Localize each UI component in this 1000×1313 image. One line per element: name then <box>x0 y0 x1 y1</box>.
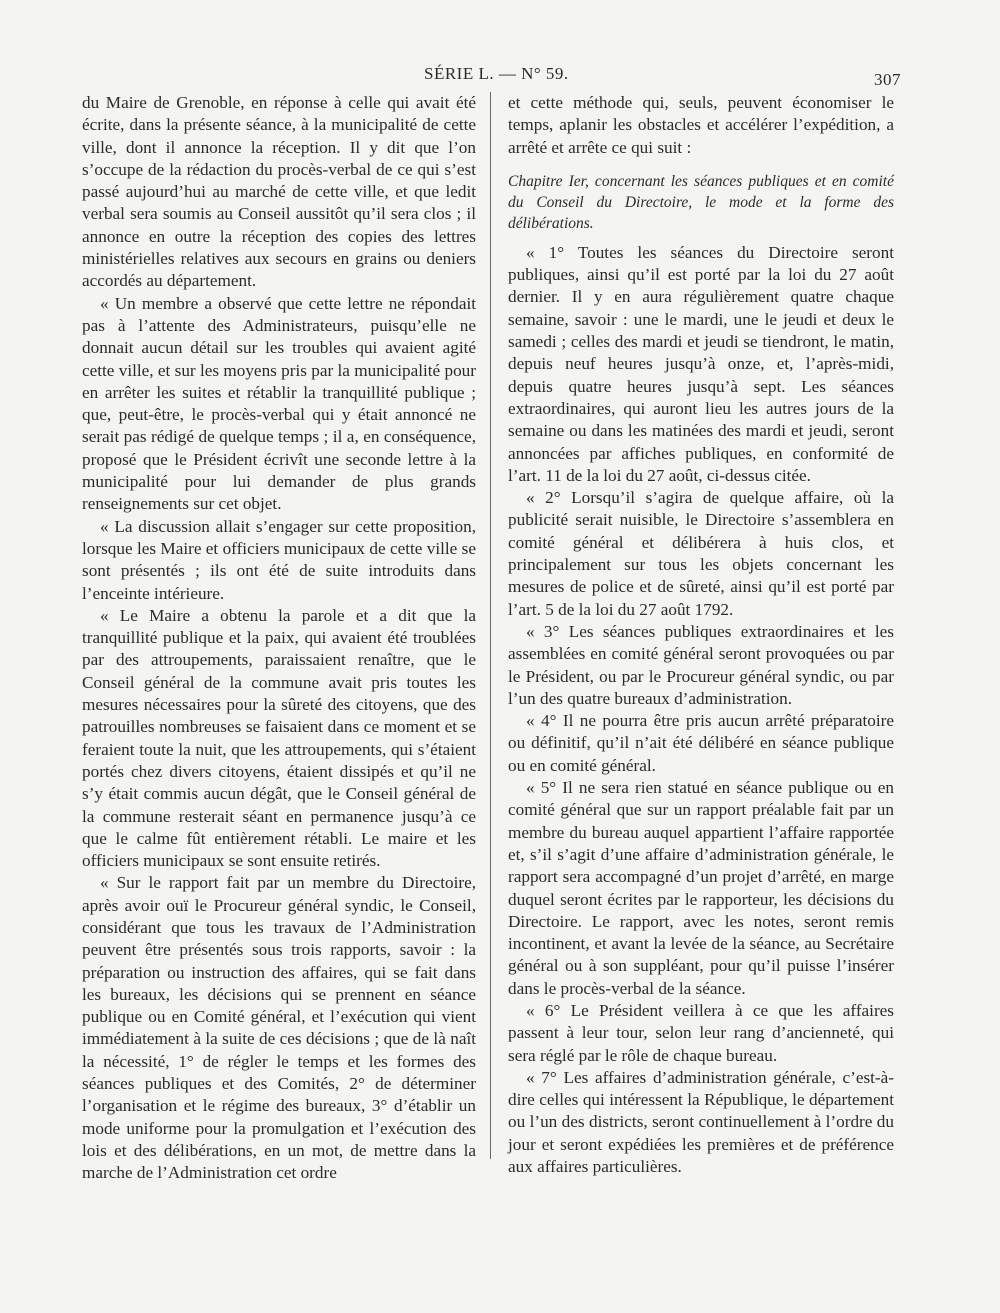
paragraph: « La discussion allait s’engager sur cette proposition, lorsque les Maire et officiers municipaux de cette ville se sont présentés ; ils ont été de suite introduits dans l’enceinte intérieure. <box>82 516 476 603</box>
paragraph: « Le Maire a obtenu la parole et a dit que la tranquillité publique et la paix, qui avaient été troublées par des attroupements, paraissaient renaître, que le Conseil général de la commune avait pris toutes les mesures nécessaires pour la sûreté des citoyens, que des patrouilles nombreuses se faisaient dans ce moment et se feraient toute la nuit, que les attroupements, qui s’étaient portés chez divers citoyens, étaient dissipés et qu’il ne s’y était commis aucun dégât, que le Conseil général de la commune resterait séant en permanence jusqu’à ce que le calme fût entièrement rétabli. Le maire et les officiers municipaux se sont ensuite retirés. <box>82 605 476 871</box>
column-divider <box>490 92 491 1159</box>
running-head: SÉRIE L. — N° 59. <box>424 64 569 83</box>
paragraph: « Sur le rapport fait par un membre du Directoire, après avoir ouï le Procureur général syndic, le Conseil, considérant que tous les travaux de l’Administration peuvent être présentés sous trois rapports, savoir : la préparation ou instruction des affaires, qui se fait dans les bureaux, les décisions qui se prennent en séance publique ou en Comité général, et l’exécution qui vient immédiatement à la suite de ces décisions ; que de là naît la nécessité, 1° de régler le temps et les formes des séances publiques et des Comités, 2° de déterminer l’organisation et le régime des bureaux, 3° d’établir un mode uniforme pour la promulgation et l’exécution des lois et des délibérations, en un mot, de mettre dans la marche de l’Administration cet ordre <box>82 873 476 1183</box>
paragraph: « Un membre a observé que cette lettre ne répondait pas à l’attente des Administrateurs, puisqu’elle ne donnait aucun détail sur les troubles qui avaient agité cette ville, et sur les moyens pris par la municipalité pour en arrêter les suites et rétablir la tranquillité publique ; que, peut-être, le procès-verbal qui y était annoncé ne serait pas rédigé de quelque temps ; il a, en conséquence, proposé que le Président écrivît une seconde lettre à la municipalité pour lui demander de plus grands renseignements sur cet objet. <box>82 293 476 514</box>
paragraph: « 7° Les affaires d’administration générale, c’est-à-dire celles qui intéressent la République, le département ou l’un des districts, seront continuellement à l’ordre du jour et seront expédiées les premières et de préférence aux affaires particulières. <box>508 1067 894 1177</box>
page-number: 307 <box>874 70 901 89</box>
paragraph: « 6° Le Président veillera à ce que les affaires passent à leur tour, selon leur rang d’ancienneté, qui sera réglé par le rôle de chaque bureau. <box>508 1000 894 1065</box>
page-header <box>0 64 1000 88</box>
paragraph: « 3° Les séances publiques extraordinaires et les assemblées en comité général seront provoquées ou par le Président, ou par le Procureur général syndic, ou par l’un des quatre bureaux d’administration. <box>508 621 894 708</box>
right-column <box>508 92 894 1178</box>
paragraph: « 5° Il ne sera rien statué en séance publique ou en comité général que sur un rapport préalable fait par un membre du bureau auquel appartient l’affaire rapportée et, s’il s’agit d’une affaire d’administration générale, le rapport sera accompagné d’un projet d’arrêté, en marge duquel seront écrites par le rapporteur, les décisions du Directoire. Le rapport, avec les notes, seront remis incontinent, et avant la levée de la séance, au Secrétaire général ou à son suppléant, pour qu’il puisse l’insérer dans le procès-verbal de la séance. <box>508 778 894 998</box>
left-column <box>82 92 476 1185</box>
paragraph: « 1° Toutes les séances du Directoire seront publiques, ainsi qu’il est porté par la loi du 27 août dernier. Il y en aura régulièrement quatre chaque semaine, savoir : une le mardi, une le jeudi et deux le samedi ; celles des mardi et jeudi se tiendront, le matin, depuis neuf heures jusqu’à onze, et, l’après-midi, depuis quatre heures jusqu’à sept. Les séances extraordinaires, qui auront lieu les autres jours de la semaine ou dans les matinées des mardi et jeudi, seront annoncées par affiches publiques, en conformité de l’art. 11 de la loi du 27 août, ci-dessus citée. <box>508 242 894 485</box>
chapter-heading: Chapitre Ier, concernant les séances publiques et en comité du Conseil du Directoire, le mode et la forme des délibérations. <box>508 172 894 232</box>
paragraph: « 2° Lorsqu’il s’agira de quelque affaire, où la publicité serait nuisible, le Directoire s’assemblera en comité général et délibérera à huis clos, et principalement sur tous les objets concernant les mesures de police et de sûreté, ainsi qu’il est porté par l’art. 5 de la loi du 27 août 1792. <box>508 488 894 619</box>
paragraph: du Maire de Grenoble, en réponse à celle qui avait été écrite, dans la présente séance, à la municipalité de cette ville, dont il annonce la réception. Il y dit que l’on s’occupe de la rédaction du procès-verbal de ce qui s’est passé aujourd’hui au marché de cette ville, et que ledit verbal sera soumis au Conseil aussitôt qu’il sera clos ; il annonce en outre la réception des copies des lettres ministérielles relatives aux secours en grains ou deniers accordés au département. <box>82 93 476 291</box>
paragraph: « 4° Il ne pourra être pris aucun arrêté préparatoire ou définitif, qu’il n’ait été délibéré en séance publique ou en comité général. <box>508 711 894 775</box>
paragraph: et cette méthode qui, seuls, peuvent économiser le temps, aplanir les obstacles et accélérer l’expédition, a arrêté et arrête ce qui suit : <box>508 93 894 157</box>
